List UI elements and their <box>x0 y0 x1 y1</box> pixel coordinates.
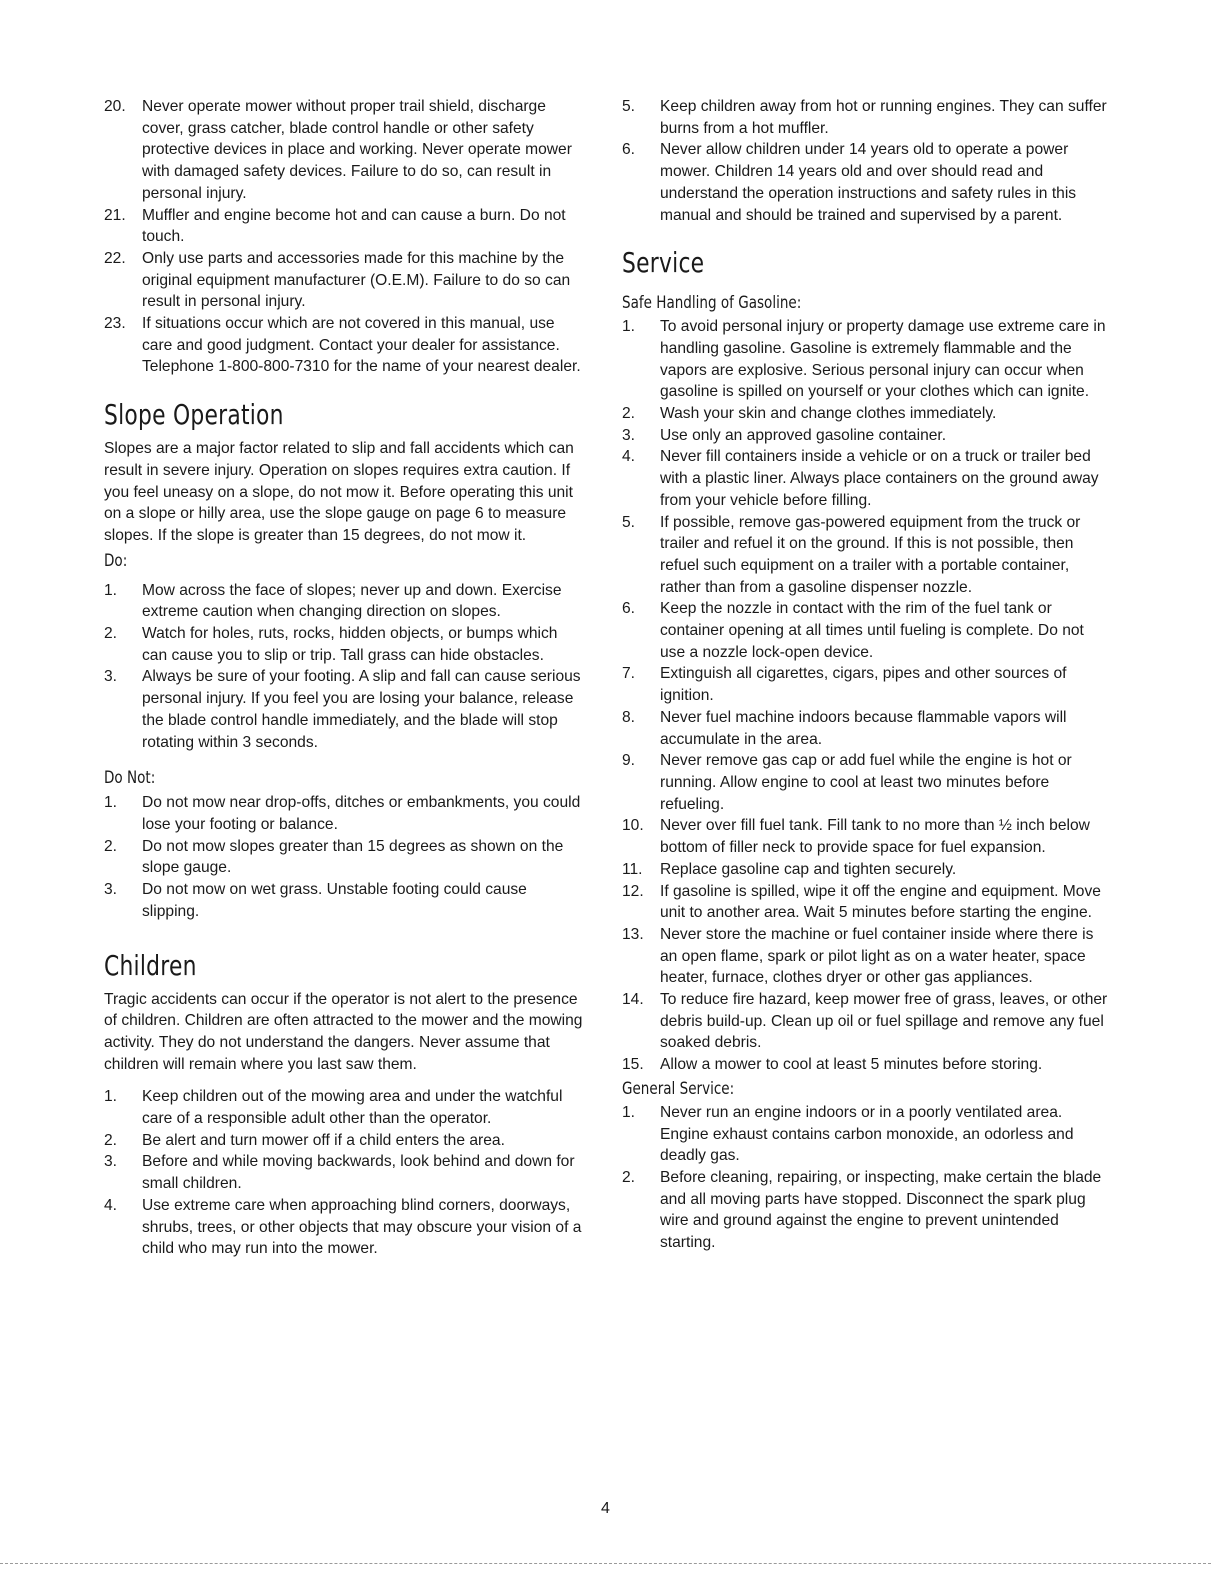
list-item: 2. Do not mow slopes greater than 15 degrees as shown on the slope gauge. <box>104 837 564 877</box>
list-item: 7. Extinguish all cigarettes, cigars, pipes and other sources of ignition. <box>622 665 1067 705</box>
page-bottom-divider <box>0 1563 1211 1564</box>
list-item: 13. Never store the machine or fuel container inside where there is an open flame, spark or pilot light as on a water heater, space heater, furnace, clothes dryer or other gas appliances. <box>622 925 1094 987</box>
list-item: 10. Never over fill fuel tank. Fill tank to no more than ½ inch below bottom of filler neck to provide space for fuel expansion. <box>622 817 1090 857</box>
list-item: 5. Keep children away from hot or running engines. They can suffer burns from a hot muffler. <box>622 98 1107 137</box>
do-not-list <box>104 792 586 922</box>
list-item: 1. Do not mow near drop-offs, ditches or embankments, you could lose your footing or balance. <box>104 794 581 833</box>
general-service-list <box>622 1102 1108 1254</box>
list-item-text: If situations occur which are not covered in this manual, use care and good judgment. Contact your dealer for assistance. Telephone 1-800-800-7310 for the name of your nearest dealer. <box>142 315 581 376</box>
gasoline-list <box>622 316 1108 1076</box>
children-list <box>104 1086 586 1260</box>
list-item: 11. Replace gasoline cap and tighten securely. <box>622 860 957 878</box>
list-item: 3. Always be sure of your footing. A slip and fall can cause serious personal injury. If you feel you are losing your balance, release the blade control handle immediately, and the blade will stop rotating within 3 seconds. <box>104 668 581 751</box>
list-item: 3. Do not mow on wet grass. Unstable footing could cause slipping. <box>104 881 527 920</box>
list-item: 1. To avoid personal injury or property damage use extreme care in handling gasoline. Gasoline is extremely flammable and the vapors are explosive. Serious personal injury can occur when gasoline is spilled on yourself or your clothes which can ignite. <box>622 318 1106 401</box>
safety-rules-list <box>104 96 586 378</box>
list-item: 9. Never remove gas cap or add fuel while the engine is hot or running. Allow engine to cool at least two minutes before refueling. <box>622 752 1072 813</box>
safe-handling-gasoline-heading: Safe Handling of Gasoline: <box>622 293 802 313</box>
list-item: 1. Mow across the face of slopes; never up and down. Exercise extreme caution when changing direction on slopes. <box>104 581 562 621</box>
page-number: 4 <box>601 1500 610 1517</box>
general-service-heading: General Service: <box>622 1078 735 1098</box>
list-item: 1. Keep children out of the mowing area and under the watchful care of a responsible adult other than the operator. <box>104 1088 563 1128</box>
list-item-text: Only use parts and accessories made for this machine by the original equipment manufacturer (O.E.M). Failure to do so can result in personal injury. <box>142 249 571 311</box>
list-item: 5. If possible, remove gas-powered equipment from the truck or trailer and refuel it on the ground. If this is not possible, then refuel such equipment on a trailer with a portable container, rather than from a gasoline dispenser nozzle. <box>622 513 1081 596</box>
list-item: 2. Wash your skin and change clothes immediately. <box>622 405 997 423</box>
list-item: 12. If gasoline is spilled, wipe it off the engine and equipment. Move unit to another area. Wait 5 minutes before starting the engine. <box>622 882 1101 922</box>
list-item: 1. Never run an engine indoors or in a poorly ventilated area. Engine exhaust contains carbon monoxide, an odorless and deadly gas. <box>622 1103 1074 1165</box>
do-not-heading: Do Not: <box>104 768 156 788</box>
list-item: 4. Never fill containers inside a vehicle or on a truck or trailer bed with a plastic liner. Always place containers on the ground away from your vehicle before filling. <box>622 448 1099 509</box>
list-item: 21. Muffler and engine become hot and can cause a burn. Do not touch. <box>104 206 566 246</box>
list-item: 2. Be alert and turn mower off if a child enters the area. <box>104 1131 505 1149</box>
list-item: 2. Before cleaning, repairing, or inspecting, make certain the blade and all moving parts have stopped. Disconnect the spark plug wire and ground against the engine to prevent unintended starting. <box>622 1168 1102 1252</box>
list-item: 14. To reduce fire hazard, keep mower free of grass, leaves, or other debris build-up. Clean up oil or fuel spillage and remove any fuel soaked debris. <box>622 991 1108 1052</box>
do-heading: Do: <box>104 550 128 570</box>
list-item-text: Muffler and engine become hot and can cause a burn. Do not touch. <box>142 206 566 246</box>
slope-intro-paragraph: Slopes are a major factor related to slip and fall accidents which can result in severe injury. Operation on slopes requires extra caution. If you feel uneasy on a slope, do not mow it. Before operating this unit on a slope or hilly area, use the slope gauge on page 6 to measure slopes. If the slope is greater than 15 degrees, do not mow it. <box>104 440 574 544</box>
list-item: 2. Watch for holes, ruts, rocks, hidden objects, or bumps which can cause you to slip or trip. Tall grass can hide obstacles. <box>104 625 558 664</box>
list-item: 15. Allow a mower to cool at least 5 minutes before storing. <box>622 1056 1043 1074</box>
list-item: 23. If situations occur which are not covered in this manual, use care and good judgment. Contact your dealer for assistance. Telephone 1-800-800-7310 for the name of your nearest dealer. <box>104 315 581 376</box>
list-item: 6. Never allow children under 14 years old to operate a power mower. Children 14 years old and over should read and understand the operation instructions and safety rules in this manual and should be trained and supervised by a parent. <box>622 141 1077 224</box>
list-item: 3. Use only an approved gasoline container. <box>622 426 947 444</box>
list-item-text: Never operate mower without proper trail shield, discharge cover, grass catcher, blade control handle or other safety protective devices in place and working. Never operate mower with damaged safety devices. Failure to do so, can result in personal injury. <box>142 98 572 202</box>
list-item: 8. Never fuel machine indoors because flammable vapors will accumulate in the area. <box>622 708 1067 748</box>
children-heading: Children <box>104 948 197 982</box>
list-item: 4. Use extreme care when approaching blind corners, doorways, shrubs, trees, or other objects that may obscure your vision of a child who may run into the mower. <box>104 1196 582 1258</box>
service-heading: Service <box>622 246 705 280</box>
children-intro-paragraph: Tragic accidents can occur if the operator is not alert to the presence of children. Children are often attracted to the mower and the mowing activity. They do not understand the dangers. Never assume that children will remain where you last saw them. <box>104 990 583 1073</box>
list-item: 20. Never operate mower without proper trail shield, discharge cover, grass catcher, blade control handle or other safety protective devices in place and working. Never operate mower with damaged safety devices. Failure to do so, can result in personal injury. <box>104 98 572 202</box>
children-list-continued <box>622 96 1108 226</box>
list-item: 22. Only use parts and accessories made for this machine by the original equipment manufacturer (O.E.M). Failure to do so can result in personal injury. <box>104 249 571 311</box>
list-item: 6. Keep the nozzle in contact with the rim of the fuel tank or container opening at all times until fueling is complete. Do not use a nozzle lock-open device. <box>622 600 1084 661</box>
right-column <box>622 96 1108 1254</box>
list-item: 3. Before and while moving backwards, look behind and down for small children. <box>104 1153 575 1193</box>
do-list <box>104 580 586 754</box>
slope-operation-heading: Slope Operation <box>104 398 284 432</box>
left-column <box>104 96 586 1260</box>
